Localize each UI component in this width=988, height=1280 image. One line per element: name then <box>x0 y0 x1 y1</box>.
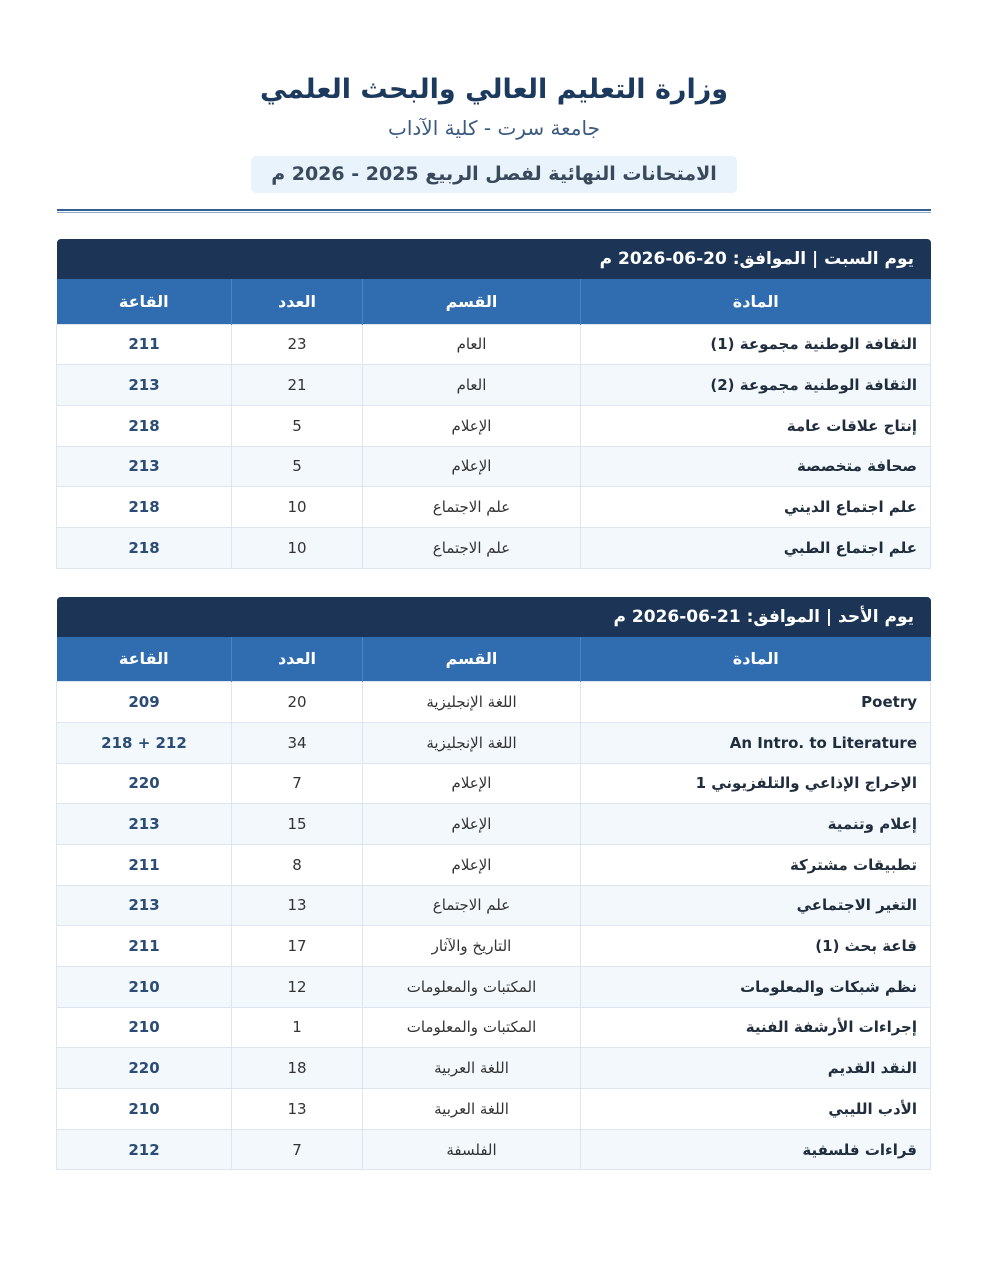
department-cell: علم الاجتماع <box>363 527 581 568</box>
count-cell: 10 <box>232 487 363 528</box>
column-header-room: القاعة <box>57 279 232 324</box>
subject-cell: إنتاج علاقات عامة <box>581 405 931 446</box>
subject-cell: علم اجتماع الطبي <box>581 527 931 568</box>
department-cell: الفلسفة <box>363 1129 581 1170</box>
subject-cell: صحافة متخصصة <box>581 446 931 487</box>
room-cell: 209 <box>57 682 232 723</box>
department-cell: التاريخ والآثار <box>363 926 581 967</box>
count-cell: 13 <box>232 885 363 926</box>
table-row <box>57 722 931 763</box>
column-header-count: العدد <box>232 637 363 682</box>
department-cell: اللغة الإنجليزية <box>363 682 581 723</box>
subject-cell: الأدب الليبي <box>581 1089 931 1130</box>
room-cell: 220 <box>57 763 232 804</box>
room-cell: 213 <box>57 804 232 845</box>
department-cell: علم الاجتماع <box>363 885 581 926</box>
room-cell: 213 <box>57 446 232 487</box>
column-header-room: القاعة <box>57 637 232 682</box>
table-row <box>57 763 931 804</box>
count-cell: 5 <box>232 446 363 487</box>
count-cell: 13 <box>232 1089 363 1130</box>
department-cell: العام <box>363 324 581 365</box>
subject-cell: الثقافة الوطنية مجموعة (2) <box>581 365 931 406</box>
table-row <box>57 804 931 845</box>
department-cell: الإعلام <box>363 405 581 446</box>
subject-cell: الثقافة الوطنية مجموعة (1) <box>581 324 931 365</box>
table-row <box>57 682 931 723</box>
table-row <box>57 966 931 1007</box>
department-cell: علم الاجتماع <box>363 487 581 528</box>
room-cell: 212 <box>57 1129 232 1170</box>
column-header-department: القسم <box>363 637 581 682</box>
university-subtitle: جامعة سرت - كلية الآداب <box>388 116 600 140</box>
subject-cell: إجراءات الأرشفة الفنية <box>581 1007 931 1048</box>
department-cell: اللغة العربية <box>363 1089 581 1130</box>
department-cell: اللغة العربية <box>363 1048 581 1089</box>
table-row <box>57 885 931 926</box>
day-section <box>57 597 931 1171</box>
room-cell: 211 <box>57 926 232 967</box>
subject-cell: إعلام وتنمية <box>581 804 931 845</box>
ministry-title: وزارة التعليم العالي والبحث العلمي <box>259 74 729 105</box>
table-header-row <box>57 279 931 324</box>
room-cell: 213 <box>57 885 232 926</box>
room-cell: 218 <box>57 527 232 568</box>
count-cell: 8 <box>232 844 363 885</box>
department-cell: الإعلام <box>363 446 581 487</box>
table-row <box>57 926 931 967</box>
schedule-table <box>56 279 931 569</box>
column-header-count: العدد <box>232 279 363 324</box>
subject-cell: قاعة بحث (1) <box>581 926 931 967</box>
exam-title-badge: الامتحانات النهائية لفصل الربيع 2025 - 2026 م <box>251 156 737 193</box>
subject-cell: نظم شبكات والمعلومات <box>581 966 931 1007</box>
room-cell: 218 <box>57 487 232 528</box>
table-header-row <box>57 637 931 682</box>
department-cell: الإعلام <box>363 763 581 804</box>
room-cell: 218 <box>57 405 232 446</box>
table-row <box>57 527 931 568</box>
header-divider <box>57 209 931 213</box>
column-header-subject: المادة <box>581 279 931 324</box>
table-row <box>57 1089 931 1130</box>
day-title: يوم السبت | الموافق: 20-06-2026 م <box>57 239 931 279</box>
department-cell: الإعلام <box>363 844 581 885</box>
count-cell: 21 <box>232 365 363 406</box>
department-cell: المكتبات والمعلومات <box>363 1007 581 1048</box>
count-cell: 20 <box>232 682 363 723</box>
table-row <box>57 1048 931 1089</box>
room-cell: 211 <box>57 324 232 365</box>
room-cell: 220 <box>57 1048 232 1089</box>
table-row <box>57 487 931 528</box>
subject-cell: الإخراج الإذاعي والتلفزيوني 1 <box>581 763 931 804</box>
subject-cell: قراءات فلسفية <box>581 1129 931 1170</box>
table-row <box>57 1129 931 1170</box>
count-cell: 17 <box>232 926 363 967</box>
days-container <box>57 239 931 1170</box>
count-cell: 34 <box>232 722 363 763</box>
department-cell: العام <box>363 365 581 406</box>
department-cell: المكتبات والمعلومات <box>363 966 581 1007</box>
table-row <box>57 844 931 885</box>
count-cell: 12 <box>232 966 363 1007</box>
department-cell: اللغة الإنجليزية <box>363 722 581 763</box>
subject-cell: النقد القديم <box>581 1048 931 1089</box>
schedule-table <box>56 637 931 1171</box>
column-header-subject: المادة <box>581 637 931 682</box>
column-header-department: القسم <box>363 279 581 324</box>
department-cell: الإعلام <box>363 804 581 845</box>
page-header <box>57 0 931 193</box>
count-cell: 5 <box>232 405 363 446</box>
count-cell: 18 <box>232 1048 363 1089</box>
count-cell: 7 <box>232 763 363 804</box>
count-cell: 15 <box>232 804 363 845</box>
subject-cell: Poetry <box>581 682 931 723</box>
room-cell: 210 <box>57 1007 232 1048</box>
room-cell: 212 + 218 <box>57 722 232 763</box>
count-cell: 1 <box>232 1007 363 1048</box>
table-row <box>57 405 931 446</box>
table-row <box>57 324 931 365</box>
day-title: يوم الأحد | الموافق: 21-06-2026 م <box>57 597 931 637</box>
subject-cell: An Intro. to Literature <box>581 722 931 763</box>
count-cell: 10 <box>232 527 363 568</box>
day-section <box>57 239 931 569</box>
subject-cell: التغير الاجتماعي <box>581 885 931 926</box>
room-cell: 210 <box>57 966 232 1007</box>
room-cell: 210 <box>57 1089 232 1130</box>
room-cell: 213 <box>57 365 232 406</box>
room-cell: 211 <box>57 844 232 885</box>
table-row <box>57 365 931 406</box>
subject-cell: علم اجتماع الديني <box>581 487 931 528</box>
subject-cell: تطبيقات مشتركة <box>581 844 931 885</box>
table-row <box>57 446 931 487</box>
count-cell: 23 <box>232 324 363 365</box>
count-cell: 7 <box>232 1129 363 1170</box>
table-row <box>57 1007 931 1048</box>
